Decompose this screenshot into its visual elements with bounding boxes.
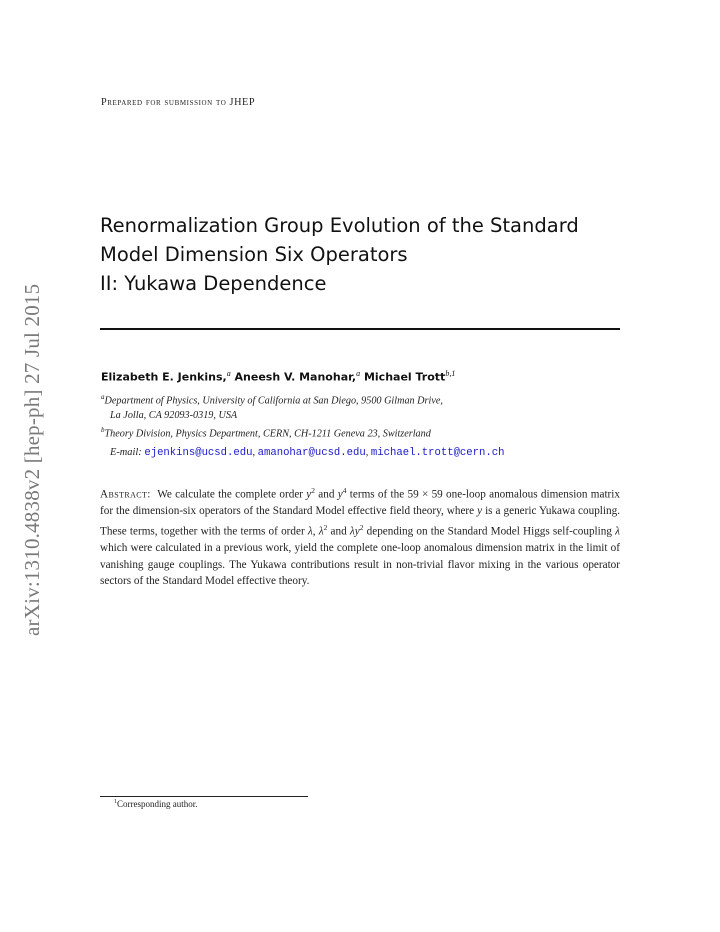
footnote-mark: 1 [114,799,117,805]
email-link[interactable]: michael.trott@cern.ch [370,447,505,459]
abstract-heading: Abstract: [100,488,151,501]
math-symbol: y [306,488,312,501]
author-name: Michael Trott [363,370,446,384]
arxiv-identifier: arXiv:1310.4838v2 [hep-ph] 27 Jul 2015 [20,283,44,636]
math-symbol: λ [307,525,313,538]
abstract-text: and [315,488,338,501]
abstract [100,483,620,590]
abstract-text: , [312,525,319,538]
abstract-text: and [327,525,350,538]
author-list [101,369,455,384]
affiliation-text: Department of Physics, University of California at San Diego, 9500 Gilman Drive, [104,395,443,407]
math-exponent: 2 [311,486,316,495]
abstract-text: We calculate the complete order [157,488,307,501]
math-symbol: y [354,525,360,538]
math-symbol: λ [349,525,355,538]
math-exponent: 2 [323,522,328,532]
math-symbol: y [337,488,343,501]
math-exponent: 2 [359,522,364,532]
author-name: Elizabeth E. Jenkins, [101,370,227,384]
email-link[interactable]: amanohar@ucsd.edu [257,447,366,459]
title-rule [100,328,620,330]
title-line-2: Model Dimension Six Operators [100,243,408,266]
author-name: Aneesh V. Manohar, [234,370,357,384]
affiliation-text: Theory Division, Physics Department, CERN, CH-1211 Geneva 23, Switzerland [104,428,431,440]
email-line: E-mail: ejenkins@ucsd.edu, amanohar@ucsd.edu, michael.trott@cern.ch [110,447,505,459]
title-line-3: II: Yukawa Dependence [100,272,327,295]
email-link[interactable]: ejenkins@ucsd.edu [144,447,253,459]
author-affiliation-mark: a [226,369,231,378]
affiliation-mark: a [101,393,105,401]
footnote [114,799,198,809]
math-symbol: y [477,505,483,518]
submission-note: Prepared for submission to JHEP [101,97,256,108]
abstract-text: which were calculated in a previous work, yield the complete one-loop anomalous dimension matrix in the limit of vanishing gauge couplings. The Yukawa contributions result in non-trivial flavor mixing in the various operator sectors of the Standard Model effective theory. [100,542,620,588]
title-line-1: Renormalization Group Evolution of the Standard [100,214,579,237]
affiliation-a [101,390,443,423]
footnote-rule [100,796,308,797]
footnote-text: Corresponding author. [117,799,198,809]
author-affiliation-mark: a [356,369,361,378]
abstract-text: terms of the 59 × 59 one-loop anomalous dimension matrix for the dimension-six operators of the Standard Model effective field theory, where [100,488,620,518]
math-exponent: 4 [342,486,347,495]
affiliation-b [101,423,431,441]
abstract-text: is a generic Yukawa coupling. These terms, together with the terms of order [100,505,620,538]
abstract-text: depending on the Standard Model Higgs self-coupling [363,525,616,538]
affiliation-text: La Jolla, CA 92093-0319, USA [110,410,238,422]
math-symbol: λ [318,525,324,538]
paper-title [100,211,640,298]
email-label: E-mail: [110,447,142,458]
author-affiliation-mark: b,1 [445,369,456,378]
math-symbol: λ [615,525,621,538]
affiliation-mark: b [101,426,105,434]
